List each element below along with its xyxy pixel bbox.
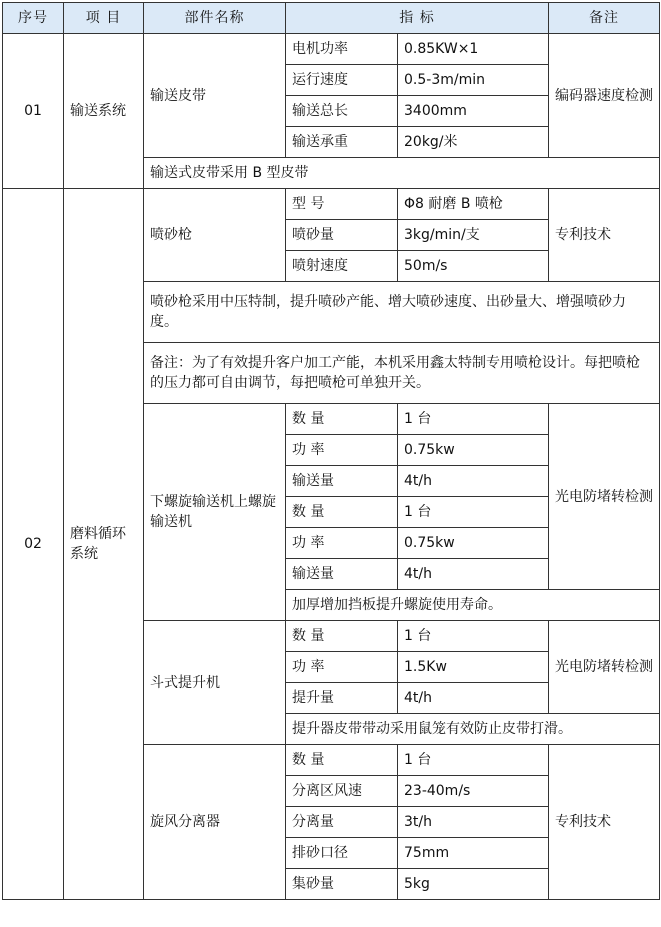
part-name: 输送皮带 [144, 34, 286, 158]
spec-name: 分离区风速 [286, 776, 398, 807]
part-name: 斗式提升机 [144, 621, 286, 745]
spec-name: 功 率 [286, 652, 398, 683]
spec-name: 功 率 [286, 435, 398, 466]
header-part: 部件名称 [144, 3, 286, 34]
spec-name: 数 量 [286, 621, 398, 652]
remark: 光电防堵转检测 [549, 621, 660, 714]
spec-name: 输送量 [286, 559, 398, 590]
section-item: 磨料循环系统 [64, 189, 144, 900]
spec-value: 0.75kw [398, 528, 549, 559]
spec-name: 数 量 [286, 745, 398, 776]
part-note: 喷砂枪采用中压特制，提升喷砂产能、增大喷砂速度、出砂量大、增强喷砂力度。 [144, 282, 660, 343]
remark: 编码器速度检测 [549, 34, 660, 158]
spec-value: 75mm [398, 838, 549, 869]
spec-value: 1 台 [398, 621, 549, 652]
section-no: 02 [3, 189, 64, 900]
spec-name: 喷砂量 [286, 220, 398, 251]
part-note: 备注：为了有效提升客户加工产能，本机采用鑫太特制专用喷枪设计。每把喷枪的压力都可自由调节，每把喷枪可单独开关。 [144, 343, 660, 404]
spec-value: 1.5Kw [398, 652, 549, 683]
spec-value: 1 台 [398, 745, 549, 776]
spec-name: 输送承重 [286, 127, 398, 158]
section-item: 输送系统 [64, 34, 144, 189]
spec-name: 喷射速度 [286, 251, 398, 282]
spec-value: 0.85KW×1 [398, 34, 549, 65]
spec-value: 5kg [398, 869, 549, 900]
spec-name: 分离量 [286, 807, 398, 838]
spec-value: 1 台 [398, 497, 549, 528]
remark: 光电防堵转检测 [549, 404, 660, 590]
part-note: 加厚增加挡板提升螺旋使用寿命。 [286, 590, 660, 621]
header-spec: 指 标 [286, 3, 549, 34]
remark: 专利技术 [549, 189, 660, 282]
spec-value: 3400mm [398, 96, 549, 127]
spec-value: 1 台 [398, 404, 549, 435]
spec-name: 电机功率 [286, 34, 398, 65]
part-name: 下螺旋输送机上螺旋输送机 [144, 404, 286, 621]
spec-name: 输送总长 [286, 96, 398, 127]
part-name: 旋风分离器 [144, 745, 286, 900]
spec-name: 数 量 [286, 404, 398, 435]
spec-value: 0.75kw [398, 435, 549, 466]
spec-name: 输送量 [286, 466, 398, 497]
spec-value: Φ8 耐磨 B 喷枪 [398, 189, 549, 220]
spec-value: 23-40m/s [398, 776, 549, 807]
spec-value: 4t/h [398, 559, 549, 590]
spec-name: 排砂口径 [286, 838, 398, 869]
header-no: 序号 [3, 3, 64, 34]
part-note: 提升器皮带带动采用鼠笼有效防止皮带打滑。 [286, 714, 660, 745]
spec-name: 集砂量 [286, 869, 398, 900]
table-row [3, 34, 660, 65]
part-name: 喷砂枪 [144, 189, 286, 282]
spec-value: 3kg/min/支 [398, 220, 549, 251]
spec-name: 数 量 [286, 497, 398, 528]
spec-name: 型 号 [286, 189, 398, 220]
spec-value: 3t/h [398, 807, 549, 838]
spec-table [2, 2, 660, 900]
section-no: 01 [3, 34, 64, 189]
spec-value: 4t/h [398, 466, 549, 497]
spec-name: 提升量 [286, 683, 398, 714]
spec-name: 功 率 [286, 528, 398, 559]
header-item: 项 目 [64, 3, 144, 34]
header-row [3, 3, 660, 34]
spec-value: 4t/h [398, 683, 549, 714]
spec-value: 50m/s [398, 251, 549, 282]
part-note: 输送式皮带采用 B 型皮带 [144, 158, 660, 189]
spec-value: 0.5-3m/min [398, 65, 549, 96]
spec-name: 运行速度 [286, 65, 398, 96]
remark: 专利技术 [549, 745, 660, 900]
table-row [3, 189, 660, 220]
spec-value: 20kg/米 [398, 127, 549, 158]
header-remark: 备注 [549, 3, 660, 34]
